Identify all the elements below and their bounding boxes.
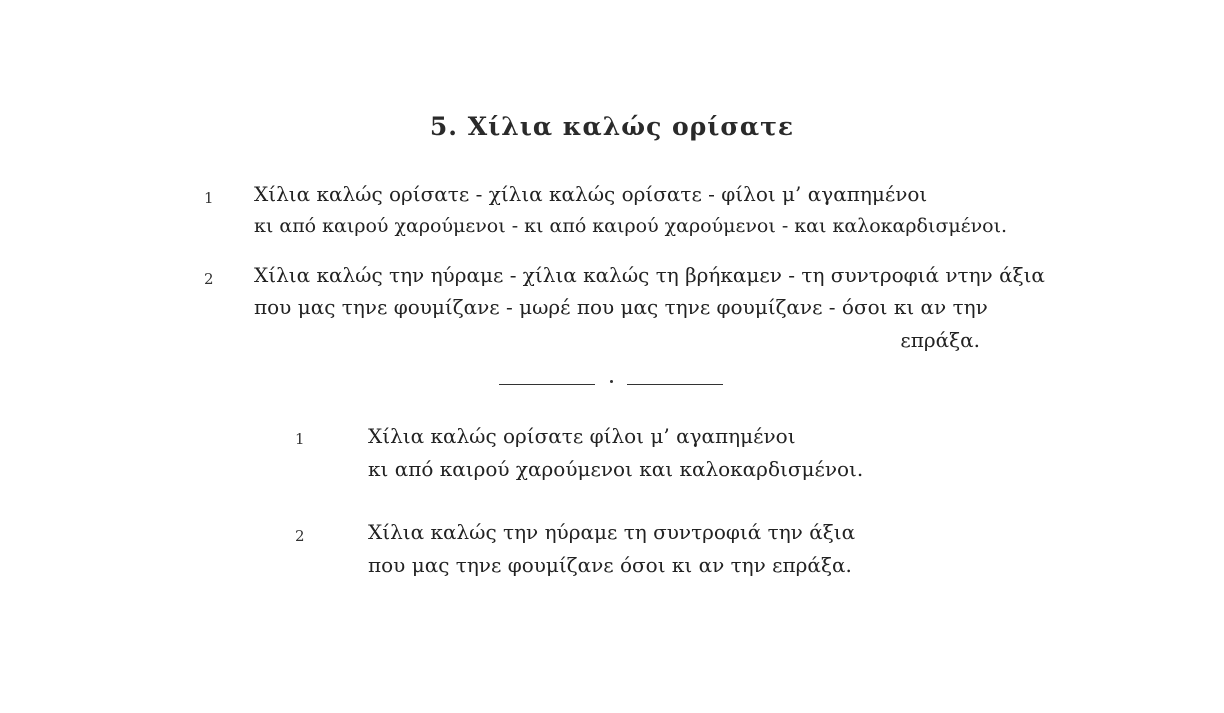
separator-line-right <box>627 384 723 385</box>
lyric-line: επράξα. <box>900 328 980 352</box>
lyric-line: κι από καιρού χαρούμενοι και καλοκαρδισμένοι. <box>368 457 864 481</box>
lyric-line: που μας τηνε φουμίζανε όσοι κι αν την επράξα. <box>368 553 852 577</box>
stanza-number: 2 <box>204 270 214 288</box>
lyric-line: κι από καιρού χαρούμενοι - κι από καιρού χαρούμενοι - και καλοκαρδισμένοι. <box>254 215 1008 237</box>
lyric-line: που μας τηνε φουμίζανε - μωρέ που μας τηνε φουμίζανε - όσοι κι αν την <box>254 295 988 319</box>
separator-dot <box>610 380 613 383</box>
stanza-number: 2 <box>295 527 305 545</box>
lyric-line: Χίλια καλώς ορίσατε φίλοι μ’ αγαπημένοι <box>368 424 796 448</box>
separator-line-left <box>499 384 595 385</box>
stanza-number: 1 <box>204 189 214 207</box>
lyric-line: Χίλια καλώς την ηύραμε τη συντροφιά την άξια <box>368 520 856 544</box>
stanza-number: 1 <box>295 430 305 448</box>
song-title: 5. Χίλια καλώς ορίσατε <box>429 112 795 141</box>
lyric-line: Χίλια καλώς την ηύραμε - χίλια καλώς τη βρήκαμεν - τη συντροφιά ντην άξια <box>254 263 1045 287</box>
lyric-line: Χίλια καλώς ορίσατε - χίλια καλώς ορίσατε - φίλοι μ’ αγαπημένοι <box>254 182 928 206</box>
